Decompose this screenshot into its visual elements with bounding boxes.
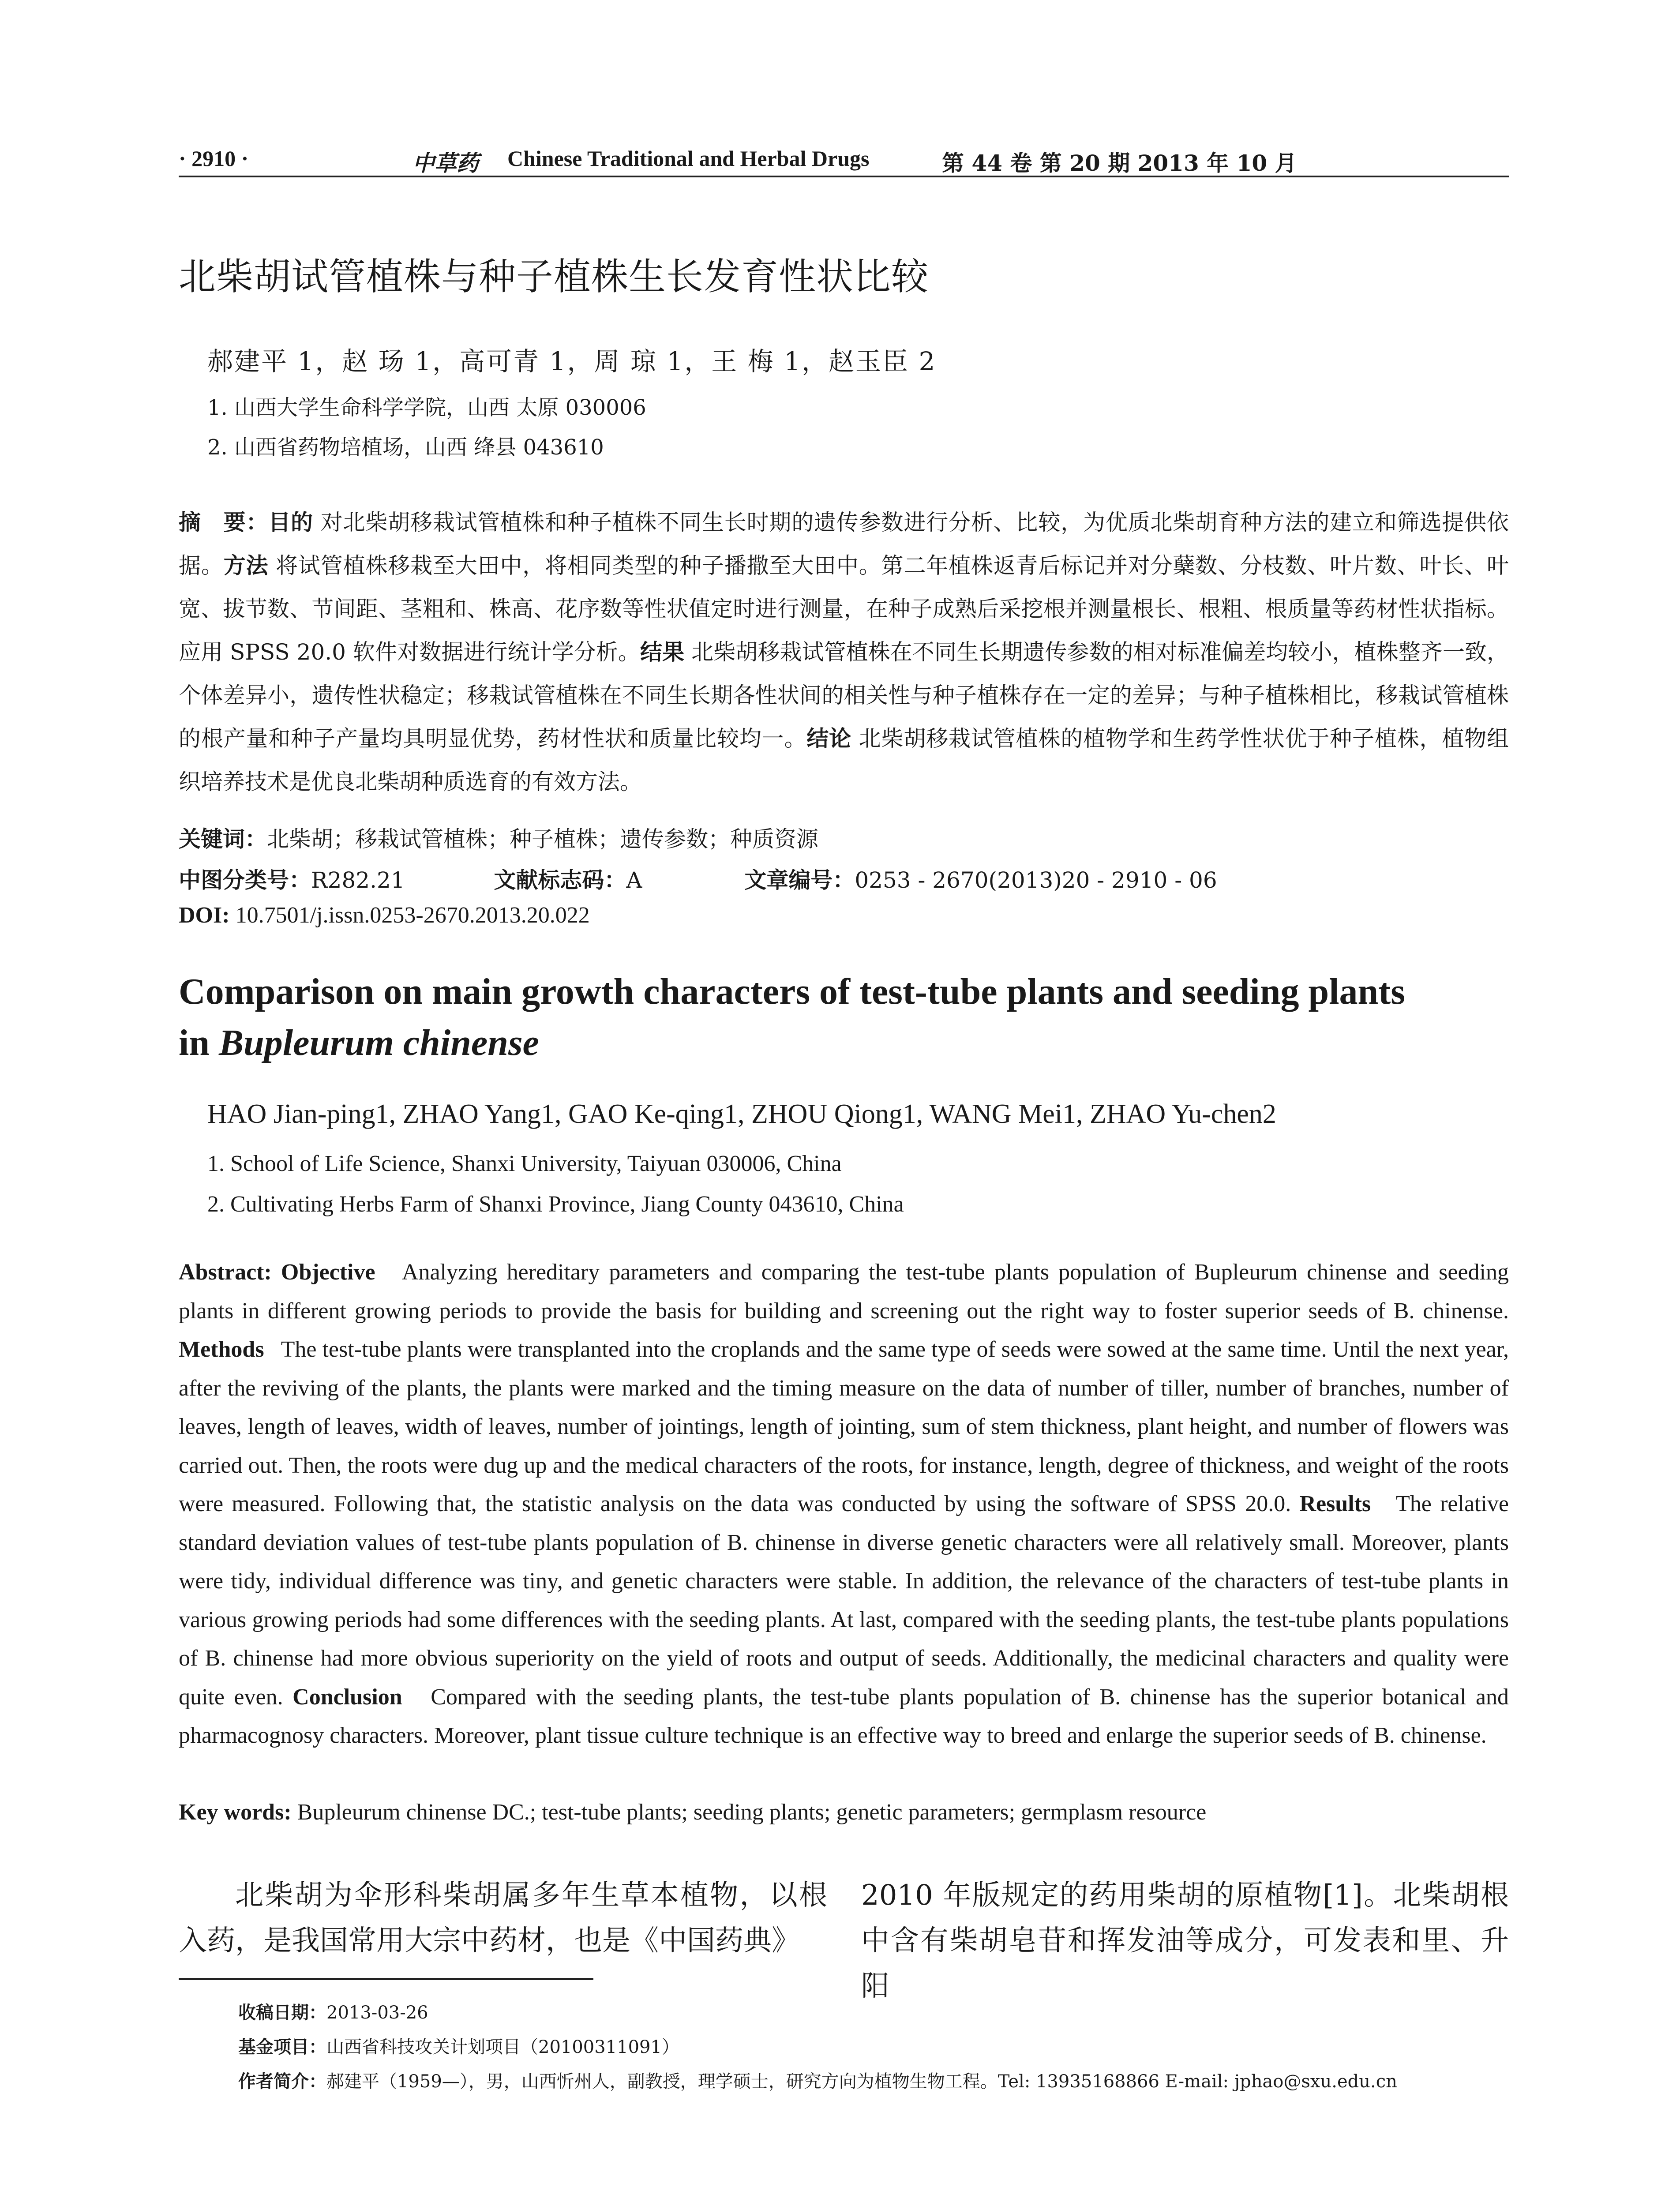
abstract-en-label: Abstract: Objective <box>179 1260 375 1285</box>
conclusion-en: Compared with the seeding plants, the test-tube plants population of B. chinense has the superior botanical and pharmacognosy characters. Moreover, plant tissue culture technique is an effective way to breed and enlarge the superior seeds of B. chinense. <box>179 1684 1509 1748</box>
title-en-species: Bupleurum chinense <box>219 1022 539 1063</box>
title-cn: 北柴胡试管植株与种子植株生长发育性状比较 <box>179 255 929 298</box>
running-header <box>179 140 1509 177</box>
abstract-cn <box>179 501 1509 803</box>
results-en: The relative standard deviation values of test-tube plants population of B. chinense in diverse genetic characters were all relatively small. Moreover, plants were tidy, individual difference was tiny, and genetic characters were stable. In addition, the relevance of the characters of test-tube plants in various growing periods had some differences with the seeding plants. At last, compared with the seeding plants, the test-tube plants populations of B. chinense had more obvious superiority on the yield of roots and output of seeds. Additionally, the medicinal characters and quality were quite even. <box>179 1491 1509 1710</box>
doi-line <box>179 902 590 928</box>
authors-cn: 郝建平 1，赵 玚 1，高可青 1，周 琼 1，王 梅 1，赵玉臣 2 <box>207 346 937 376</box>
title-en <box>179 966 1509 1069</box>
footnote-received <box>238 1999 428 2024</box>
issue-info: 第 44 卷 第 20 期 2013 年 10 月 <box>942 150 1297 176</box>
classification-line <box>179 863 1217 894</box>
article-number-label: 文章编号： <box>744 867 855 893</box>
abstract-cn-label: 摘 要： <box>179 510 269 535</box>
journal-name-en: Chinese Traditional and Herbal Drugs <box>507 146 870 171</box>
page-number: · 2910 · <box>179 146 249 171</box>
footnote-funding-text: 山西省科技攻关计划项目（20100311091） <box>326 2037 679 2057</box>
header-rule <box>179 176 1509 177</box>
footnote-funding-label: 基金项目： <box>238 2037 326 2057</box>
objective-cn: 对北柴胡移栽试管植株和种子植株不同生长时期的遗传参数进行分析、比较，为优质北柴胡育种方法的建立和筛选提供依据。 <box>179 510 1509 578</box>
keywords-cn-label: 关键词： <box>179 826 267 852</box>
body-column-right: 2010 年版规定的药用柴胡的原植物[1]。北柴胡根中含有柴胡皂苷和挥发油等成分，可发表和里、升阳 <box>861 1879 1509 2003</box>
affiliation-en-2: 2. Cultivating Herbs Farm of Shanxi Province, Jiang County 043610, China <box>207 1192 904 1217</box>
clc-label: 中图分类号： <box>179 867 311 893</box>
doc-code-value: A <box>626 867 642 893</box>
doc-code-label: 文献标志码： <box>494 867 626 893</box>
methods-en-label: Methods <box>179 1337 264 1362</box>
clc-value: R282.21 <box>311 867 405 893</box>
journal-name-cn: 中草药 <box>412 150 479 176</box>
affiliation-en-1: 1. School of Life Science, Shanxi University, Taiyuan 030006, China <box>207 1151 842 1176</box>
results-cn-label: 结果 <box>640 639 685 665</box>
keywords-cn <box>179 822 818 853</box>
keywords-en <box>179 1799 1206 1825</box>
objective-en: Analyzing hereditary parameters and comparing the test-tube plants population of Bupleurum chinense and seeding plants in different growing periods to provide the basis for building and screening out the right way to foster superior seeds of B. chinense. <box>179 1260 1509 1324</box>
conclusion-en-label: Conclusion <box>292 1684 402 1710</box>
conclusion-cn: 北柴胡移栽试管植株的植物学和生药学性状优于种子植株，植物组织培养技术是优良北柴胡种质选育的有效方法。 <box>179 726 1509 795</box>
results-en-label: Results <box>1299 1491 1371 1516</box>
title-en-main: Comparison on main growth characters of test-tube plants and seeding plants <box>179 971 1405 1012</box>
doi-link[interactable]: 10.7501/j.issn.0253-2670.2013.20.022 <box>235 903 590 928</box>
body-column-left: 北柴胡为伞形科柴胡属多年生草本植物，以根入药，是我国常用大宗中药材，也是《中国药典》 <box>179 1879 827 1957</box>
doi-label: DOI: <box>179 903 230 928</box>
affiliation-cn-1: 1. 山西大学生命科学学院，山西 太原 030006 <box>207 395 646 420</box>
keywords-en-label: Key words: <box>179 1800 292 1825</box>
title-en-in: in <box>179 1022 210 1063</box>
footnote-funding <box>238 2033 679 2058</box>
footnote-author-text: 郝建平（1959—），男，山西忻州人，副教授，理学硕士，研究方向为植物生物工程。Tel: 13935168866 E-mail: jphao@sxu.edu.cn <box>326 2071 1397 2092</box>
affiliation-cn-2: 2. 山西省药物培植场，山西 绛县 043610 <box>207 435 604 460</box>
article-number-value: 0253 - 2670(2013)20 - 2910 - 06 <box>855 867 1217 893</box>
methods-cn: 将试管植株移栽至大田中，将相同类型的种子播撒至大田中。第二年植株返青后标记并对分蘖数、分枝数、叶片数、叶长、叶宽、拔节数、节间距、茎粗和、株高、花序数等性状值定时进行测量，在种子成熟后采挖根并测量根长、根粗、根质量等药材性状指标。应用 SPSS 20.0 软件对数据进行统计学分析。 <box>179 553 1509 665</box>
conclusion-cn-label: 结论 <box>806 726 851 751</box>
abstract-en <box>179 1253 1509 1755</box>
keywords-cn-text: 北柴胡；移栽试管植株；种子植株；遗传参数；种质资源 <box>267 826 818 852</box>
methods-cn-label: 方法 <box>223 553 269 578</box>
footnote-received-label: 收稿日期： <box>238 2003 326 2023</box>
authors-en: HAO Jian-ping1, ZHAO Yang1, GAO Ke-qing1, ZHOU Qiong1, WANG Mei1, ZHAO Yu-chen2 <box>207 1099 1276 1129</box>
footnote-author-label: 作者简介： <box>238 2071 326 2092</box>
footnote-rule <box>179 1978 593 1980</box>
methods-en: The test-tube plants were transplanted into the croplands and the same type of seeds were sowed at the same time. Until the next year, after the reviving of the plants, the plants were marked and the timing measure on the data of number of tiller, number of branches, number of leaves, length of leaves, width of leaves, number of jointings, length of jointing, sum of stem thickness, plant height, and number of flowers was carried out. Then, the roots were dug up and the medical characters of the roots, for instance, length, degree of thickness, and weight of the roots were measured. Following that, the statistic analysis on the data was conducted by using the software of SPSS 20.0. <box>179 1337 1509 1516</box>
footnote-author-bio <box>238 2067 1397 2093</box>
keywords-en-text: Bupleurum chinense DC.; test-tube plants; seeding plants; genetic parameters; germplasm resource <box>297 1800 1207 1825</box>
objective-cn-label: 目的 <box>268 510 314 535</box>
results-cn: 北柴胡移栽试管植株在不同生长期遗传参数的相对标准偏差均较小，植株整齐一致，个体差异小，遗传性状稳定；移栽试管植株在不同生长期各性状间的相关性与种子植株存在一定的差异；与种子植株相比，移栽试管植株的根产量和种子产量均具明显优势，药材性状和质量比较均一。 <box>179 639 1509 751</box>
footnote-received-text: 2013-03-26 <box>326 2003 428 2023</box>
